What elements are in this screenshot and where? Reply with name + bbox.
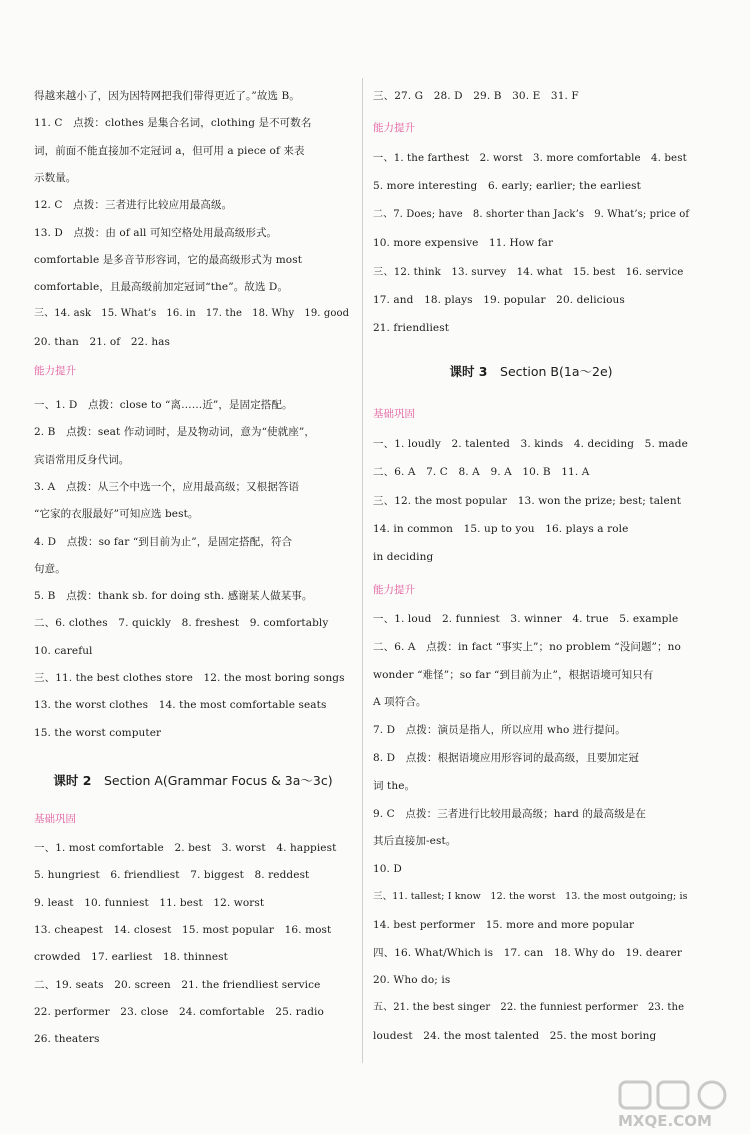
answer-line: 三、12. think 13. survey 14. what 15. best 16. service [373,265,684,278]
answer-line: 三、11. the best clothes store 12. the most boring songs [34,672,345,684]
answer-line: “它家的衣服最好”可知应选 best。 [34,508,199,521]
answer-line: 宾语常用反身代词。 [34,453,130,466]
answer-line: A 项符合。 [373,696,427,709]
answer-line: 17. and 18. plays 19. popular 20. delicious [373,294,625,306]
answer-line: 五、21. the best singer 22. the funniest performer 23. the [373,1002,685,1014]
answer-line: 三、27. G 28. D 29. B 30. E 31. F [373,90,579,102]
answer-logo-icon [614,1078,740,1130]
answer-line: 13. D 点拨：由 of all 可知空格处用最高级形式。 [34,226,278,239]
answer-line: wonder “难怪”；so far “到目前为止”，根据语境可知只有 [373,668,654,681]
answer-line: 四、16. What/Which is 17. can 18. Why do 19. dearer [373,946,682,959]
answer-line: 21. friendliest [373,322,450,335]
answer-line: 2. B 点拨：seat 作动词时，是及物动词，意为“使就座”， [34,426,315,439]
answer-line: 13. cheapest 14. closest 15. most popular 16. most [34,923,332,936]
section-heading: 能力提升 [34,365,76,377]
answer-line: 5. hungriest 6. friendliest 7. biggest 8. reddest [34,869,310,882]
answer-line: 13. the worst clothes 14. the most comfortable seats [34,699,327,712]
answer-line: 20. than 21. of 22. has [34,335,171,348]
answer-line: 二、6. A 7. C 8. A 9. A 10. B 11. A [373,466,590,479]
answer-line: 词 the。 [373,779,416,792]
answer-line: 5. B 点拨：thank sb. for doing sth. 感谢某人做某事。 [34,590,313,603]
answer-line: 三、11. tallest; I know 12. the worst 13. the most outgoing; is [373,891,688,902]
answer-line: 26. theaters [34,1033,100,1046]
answer-line: 二、6. A 点拨：in fact “事实上”；no problem “没问题”；no [373,640,681,653]
answer-line: 9. least 10. funniest 11. best 12. worst [34,896,265,909]
answer-line: 8. D 点拨：根据语境应用形容词的最高级，且要加定冠 [373,752,639,764]
answer-line: 3. A 点拨：从三个中选一个，应用最高级；又根据答语 [34,480,300,493]
answer-line: 7. D 点拨：演员是指人，所以应用 who 进行提问。 [373,724,626,737]
answer-line: 10. D [373,863,402,876]
answer-line: 一、1. most comfortable 2. best 3. worst 4. happiest [34,842,337,854]
answer-line: 其后直接加-est。 [373,835,457,848]
answer-line: 20. Who do; is [373,974,451,987]
answer-line: 示数量。 [34,171,77,184]
answer-line: 句意。 [34,562,66,575]
lesson-number: 课时 2 [53,773,92,788]
answer-line: 一、1. loud 2. funniest 3. winner 4. true 5. example [373,613,679,625]
answer-line: 10. careful [34,644,93,657]
answer-line: in deciding [373,551,434,564]
answer-line: 一、1. loudly 2. talented 3. kinds 4. deciding 5. made [373,438,688,450]
answer-line: 5. more interesting 6. early; earlier; the earliest [373,180,641,193]
answer-line: 12. C 点拨：三者进行比较应用最高级。 [34,199,233,212]
section-heading: 能力提升 [373,584,415,596]
section-heading: 能力提升 [373,122,415,134]
section-heading: 基础巩固 [373,408,415,420]
answer-line: 得越来越小了，因为因特网把我们带得更近了。”故选 B。 [34,90,300,102]
answer-line: 一、1. the farthest 2. worst 3. more comfortable 4. best [373,152,687,164]
lesson-section: Section A(Grammar Focus & 3a～3c) [103,773,333,788]
answer-line: loudest 24. the most talented 25. the most boring [373,1030,657,1042]
answer-line: 三、14. ask 15. What’s 16. in 17. the 18. Why 19. good [34,308,350,320]
answer-line: comfortable，且最高级前加定冠词“the”。故选 D。 [34,281,289,294]
answer-line: 二、19. seats 20. screen 21. the friendliest service [34,978,321,991]
answer-line: 14. in common 15. up to you 16. plays a role [373,522,629,535]
answer-line: 三、12. the most popular 13. won the prize; best; talent [373,494,682,507]
lesson-title [373,364,689,380]
lesson-title [34,773,352,789]
answer-line: 14. best performer 15. more and more popular [373,918,635,931]
section-heading: 基础巩固 [34,813,76,825]
answer-line: 15. the worst computer [34,726,162,739]
answer-line: crowded 17. earliest 18. thinnest [34,951,228,964]
answer-line: 9. C 点拨：三者进行比较用最高级；hard 的最高级是在 [373,807,646,820]
lesson-number: 课时 3 [449,364,488,379]
answer-line: 二、6. clothes 7. quickly 8. freshest 9. comfortably [34,617,329,630]
answer-line: 11. C 点拨：clothes 是集合名词，clothing 是不可数名 [34,117,312,130]
answer-line: comfortable 是多音节形容词，它的最高级形式为 most [34,253,303,266]
answer-line: 22. performer 23. close 24. comfortable 25. radio [34,1005,324,1018]
answer-line: 10. more expensive 11. How far [373,237,554,250]
answer-line: 二、7. Does; have 8. shorter than Jack’s 9. What’s; price of [373,208,690,220]
lesson-section: Section B(1a～2e) [500,364,613,379]
answer-line: 词，前面不能直接加不定冠词 a，但可用 a piece of 来表 [34,144,305,157]
column-divider [362,78,363,1063]
watermark-text: MXQE.COM [618,1112,712,1130]
watermark [614,1078,740,1130]
answer-line: 4. D 点拨：so far “到目前为止”，是固定搭配，符合 [34,535,293,548]
answer-line: 一、1. D 点拨：close to “离……近”，是固定搭配。 [34,399,293,411]
